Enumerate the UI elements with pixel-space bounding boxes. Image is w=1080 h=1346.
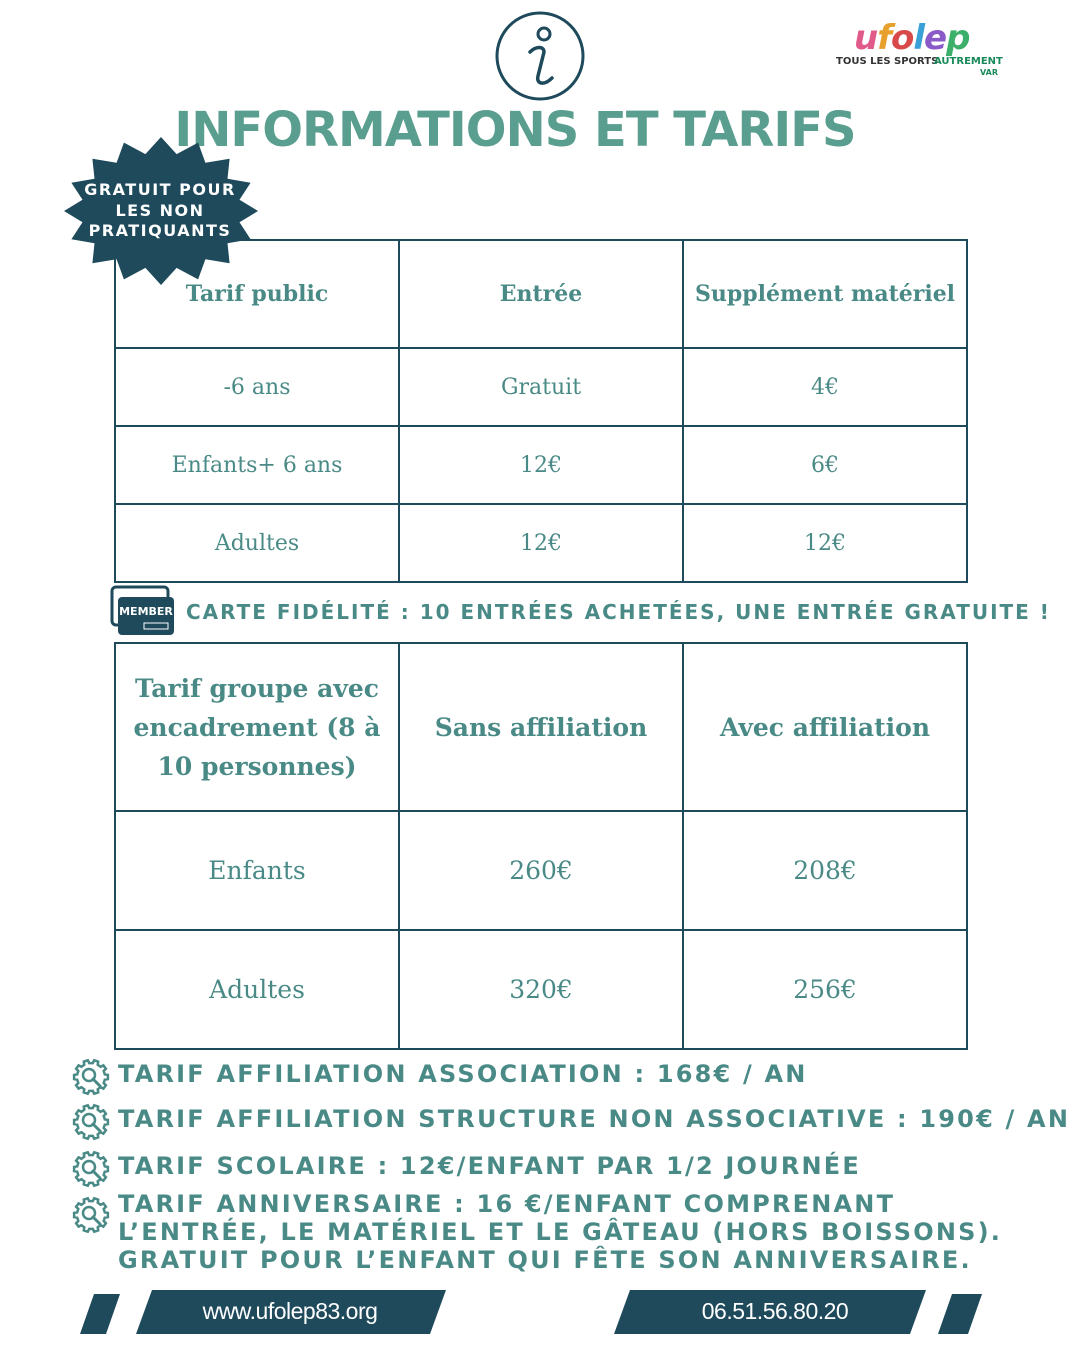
table-cell: 4€ bbox=[683, 348, 967, 426]
header-avec-affiliation: Avec affiliation bbox=[683, 643, 967, 811]
table-cell: -6 ans bbox=[115, 348, 399, 426]
logo-wordmark: ufolep bbox=[854, 18, 970, 58]
member-card-icon bbox=[108, 585, 176, 637]
footer-decor-right bbox=[938, 1294, 982, 1334]
header-entree: Entrée bbox=[399, 240, 683, 348]
table-cell: Gratuit bbox=[399, 348, 683, 426]
public-price-table bbox=[114, 239, 968, 583]
table-cell: 208€ bbox=[683, 811, 967, 930]
ufolep-logo bbox=[834, 18, 1004, 78]
group-price-table bbox=[114, 642, 968, 1050]
table-cell: 320€ bbox=[399, 930, 683, 1049]
header-supplement-materiel: Supplément matériel bbox=[683, 240, 967, 348]
page-title: INFORMATIONS ET TARIFS bbox=[174, 102, 856, 158]
table-cell: 260€ bbox=[399, 811, 683, 930]
table-cell: Enfants bbox=[115, 811, 399, 930]
member-card-label: MEMBER bbox=[119, 605, 173, 618]
table-cell: 6€ bbox=[683, 426, 967, 504]
logo-region: VAR bbox=[980, 68, 998, 77]
header-sans-affiliation: Sans affiliation bbox=[399, 643, 683, 811]
info-icon bbox=[494, 10, 586, 102]
phone-number[interactable]: 06.51.56.80.20 bbox=[701, 1298, 849, 1324]
gear-search-icon bbox=[72, 1150, 110, 1188]
table-cell: Enfants+ 6 ans bbox=[115, 426, 399, 504]
badge-line-1: GRATUIT POUR bbox=[84, 180, 236, 199]
footer-decor-left bbox=[80, 1294, 120, 1334]
table-row bbox=[115, 504, 967, 582]
logo-tagline-part1: TOUS LES SPORTS bbox=[836, 56, 939, 67]
table-header-row bbox=[115, 643, 967, 811]
table-cell: Adultes bbox=[115, 504, 399, 582]
table-cell: 12€ bbox=[683, 504, 967, 582]
logo-tagline-part2: AUTREMENT bbox=[934, 56, 1003, 67]
table-row bbox=[115, 348, 967, 426]
table-row bbox=[115, 426, 967, 504]
badge-line-3: PRATIQUANTS bbox=[88, 221, 232, 240]
table-cell: 256€ bbox=[683, 930, 967, 1049]
badge-line-2: LES NON bbox=[115, 200, 205, 220]
table-cell: Adultes bbox=[115, 930, 399, 1049]
table-row bbox=[115, 930, 967, 1049]
free-non-practitioners-badge bbox=[72, 180, 248, 242]
table-cell: 12€ bbox=[399, 426, 683, 504]
gear-search-icon bbox=[72, 1058, 110, 1096]
loyalty-card-text: CARTE FIDÉLITÉ : 10 ENTRÉES ACHETÉES, UNE ENTRÉE GRATUITE ! bbox=[186, 600, 1051, 624]
bullet-text: TARIF AFFILIATION ASSOCIATION : 168€ / AN bbox=[118, 1060, 808, 1088]
header-tarif-public: Tarif public bbox=[115, 240, 399, 348]
bullet-text: TARIF ANNIVERSAIRE : 16 €/ENFANT COMPRENANT L’ENTRÉE, LE MATÉRIEL ET LE GÂTEAU (HORS BOISSONS). GRATUIT POUR L’ENFANT QUI FÊTE SON ANNIVERSAIRE. bbox=[118, 1190, 1003, 1274]
table-row bbox=[115, 811, 967, 930]
website-link[interactable]: www.ufolep83.org bbox=[202, 1298, 378, 1324]
header-tarif-groupe: Tarif groupe avec encadrement (8 à 10 personnes) bbox=[115, 643, 399, 811]
table-cell: 12€ bbox=[399, 504, 683, 582]
table-header-row bbox=[115, 240, 967, 348]
gear-search-icon bbox=[72, 1103, 110, 1141]
gear-search-icon bbox=[72, 1196, 110, 1234]
bullet-text: TARIF AFFILIATION STRUCTURE NON ASSOCIATIVE : 190€ / AN bbox=[118, 1105, 1071, 1133]
bullet-text: TARIF SCOLAIRE : 12€/ENFANT PAR 1/2 JOURNÉE bbox=[118, 1152, 861, 1180]
